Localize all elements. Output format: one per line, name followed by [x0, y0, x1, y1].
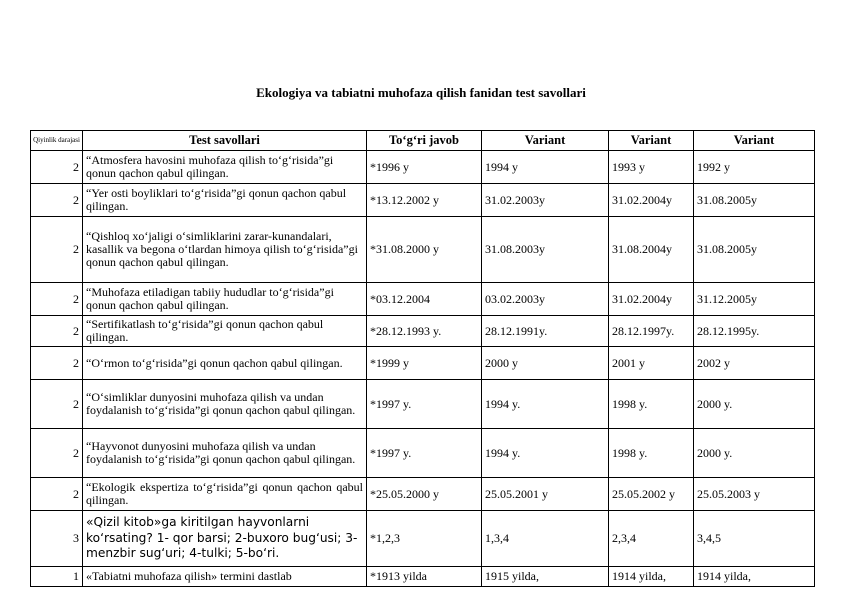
- header-variant-3: Variant: [694, 131, 815, 151]
- row-variant-3: 31.12.2005y: [694, 283, 815, 316]
- row-variant-3: 31.08.2005y: [694, 184, 815, 217]
- row-variant-3: 31.08.2005y: [694, 217, 815, 283]
- row-variant-1: 03.02.2003y: [482, 283, 609, 316]
- row-correct-answer: *1999 y: [367, 347, 482, 380]
- row-question: “Ekologik ekspertiza to‘g‘risida”gi qonun qachon qabul qilingan.: [83, 478, 367, 511]
- row-level: 3: [31, 511, 83, 567]
- row-correct-answer: *25.05.2000 y: [367, 478, 482, 511]
- row-variant-3: 2002 y: [694, 347, 815, 380]
- row-question: “Qishloq xo‘jaligi o‘simliklarini zarar-kunandalari, kasallik va begona o‘tlardan himoya qilish to‘g‘risida”gi qonun qachon qabul qilingan.: [83, 217, 367, 283]
- row-level: 2: [31, 316, 83, 347]
- row-question: «Tabiatni muhofaza qilish» termini dastlab: [83, 567, 367, 587]
- row-question: “Muhofaza etiladigan tabiiy hududlar to‘g‘risida”gi qonun qachon qabul qilingan.: [83, 283, 367, 316]
- table-row: [31, 380, 815, 429]
- header-variant-1: Variant: [482, 131, 609, 151]
- header-question: Test savollari: [83, 131, 367, 151]
- table-row: [31, 511, 815, 567]
- row-variant-1: 1915 yilda,: [482, 567, 609, 587]
- row-variant-2: 31.08.2004y: [609, 217, 694, 283]
- row-correct-answer: *1997 y.: [367, 429, 482, 478]
- row-question: «Qizil kitob»ga kiritilgan hayvonlarni ko‘rsating? 1- qor barsi; 2-buxoro bug‘usi; 3-menzbir sug‘uri; 4-tulki; 5-bo‘ri.: [83, 511, 367, 567]
- row-correct-answer: *1996 y: [367, 151, 482, 184]
- row-correct-answer: *1997 y.: [367, 380, 482, 429]
- row-correct-answer: *03.12.2004: [367, 283, 482, 316]
- row-variant-2: 31.02.2004y: [609, 283, 694, 316]
- row-variant-2: 31.02.2004y: [609, 184, 694, 217]
- header-correct-answer: To‘g‘ri javob: [367, 131, 482, 151]
- row-variant-2: 28.12.1997y.: [609, 316, 694, 347]
- row-variant-1: 1994 y.: [482, 380, 609, 429]
- row-variant-1: 31.08.2003y: [482, 217, 609, 283]
- table-row: [31, 283, 815, 316]
- row-level: 2: [31, 184, 83, 217]
- row-variant-1: 2000 y: [482, 347, 609, 380]
- row-correct-answer: *13.12.2002 y: [367, 184, 482, 217]
- row-variant-2: 1998 y.: [609, 380, 694, 429]
- row-variant-1: 28.12.1991y.: [482, 316, 609, 347]
- row-question: “Sertifikatlash to‘g‘risida”gi qonun qachon qabul qilingan.: [83, 316, 367, 347]
- row-level: 2: [31, 380, 83, 429]
- row-variant-3: 28.12.1995y.: [694, 316, 815, 347]
- table-row: [31, 316, 815, 347]
- row-variant-2: 1993 y: [609, 151, 694, 184]
- row-level: 2: [31, 429, 83, 478]
- row-question: “Yer osti boyliklari to‘g‘risida”gi qonun qachon qabul qilingan.: [83, 184, 367, 217]
- table-row: [31, 347, 815, 380]
- row-variant-1: 31.02.2003y: [482, 184, 609, 217]
- row-question: “Atmosfera havosini muhofaza qilish to‘g‘risida”gi qonun qachon qabul qilingan.: [83, 151, 367, 184]
- row-variant-1: 1994 y: [482, 151, 609, 184]
- row-question: “O‘rmon to‘g‘risida”gi qonun qachon qabul qilingan.: [83, 347, 367, 380]
- row-level: 1: [31, 567, 83, 587]
- row-level: 2: [31, 151, 83, 184]
- row-correct-answer: *1913 yilda: [367, 567, 482, 587]
- row-variant-2: 1998 y.: [609, 429, 694, 478]
- row-variant-1: 25.05.2001 y: [482, 478, 609, 511]
- row-variant-3: 1992 y: [694, 151, 815, 184]
- row-variant-3: 25.05.2003 y: [694, 478, 815, 511]
- table-row: [31, 567, 815, 587]
- row-variant-2: 2001 y: [609, 347, 694, 380]
- header-level: Qiyinlik darajasi: [31, 131, 83, 151]
- row-correct-answer: *28.12.1993 y.: [367, 316, 482, 347]
- row-variant-2: 25.05.2002 y: [609, 478, 694, 511]
- table-header-row: [31, 131, 815, 151]
- row-variant-3: 3,4,5: [694, 511, 815, 567]
- table-row: [31, 184, 815, 217]
- row-variant-2: 2,3,4: [609, 511, 694, 567]
- table-row: [31, 478, 815, 511]
- row-level: 2: [31, 478, 83, 511]
- row-variant-1: 1,3,4: [482, 511, 609, 567]
- row-variant-3: 1914 yilda,: [694, 567, 815, 587]
- row-variant-1: 1994 y.: [482, 429, 609, 478]
- row-variant-2: 1914 yilda,: [609, 567, 694, 587]
- row-correct-answer: *1,2,3: [367, 511, 482, 567]
- row-question: “Hayvonot dunyosini muhofaza qilish va undan foydalanish to‘g‘risida”gi qonun qachon qabul qilingan.: [83, 429, 367, 478]
- test-questions-table: [30, 130, 815, 587]
- document-title: Ekologiya va tabiatni muhofaza qilish fanidan test savollari: [256, 85, 586, 100]
- row-level: 2: [31, 347, 83, 380]
- header-variant-2: Variant: [609, 131, 694, 151]
- table-row: [31, 429, 815, 478]
- row-level: 2: [31, 283, 83, 316]
- table-row: [31, 151, 815, 184]
- row-level: 2: [31, 217, 83, 283]
- table-row: [31, 217, 815, 283]
- row-variant-3: 2000 y.: [694, 429, 815, 478]
- row-variant-3: 2000 y.: [694, 380, 815, 429]
- row-correct-answer: *31.08.2000 y: [367, 217, 482, 283]
- row-question: “O‘simliklar dunyosini muhofaza qilish va undan foydalanish to‘g‘risida”gi qonun qachon qabul qilingan.: [83, 380, 367, 429]
